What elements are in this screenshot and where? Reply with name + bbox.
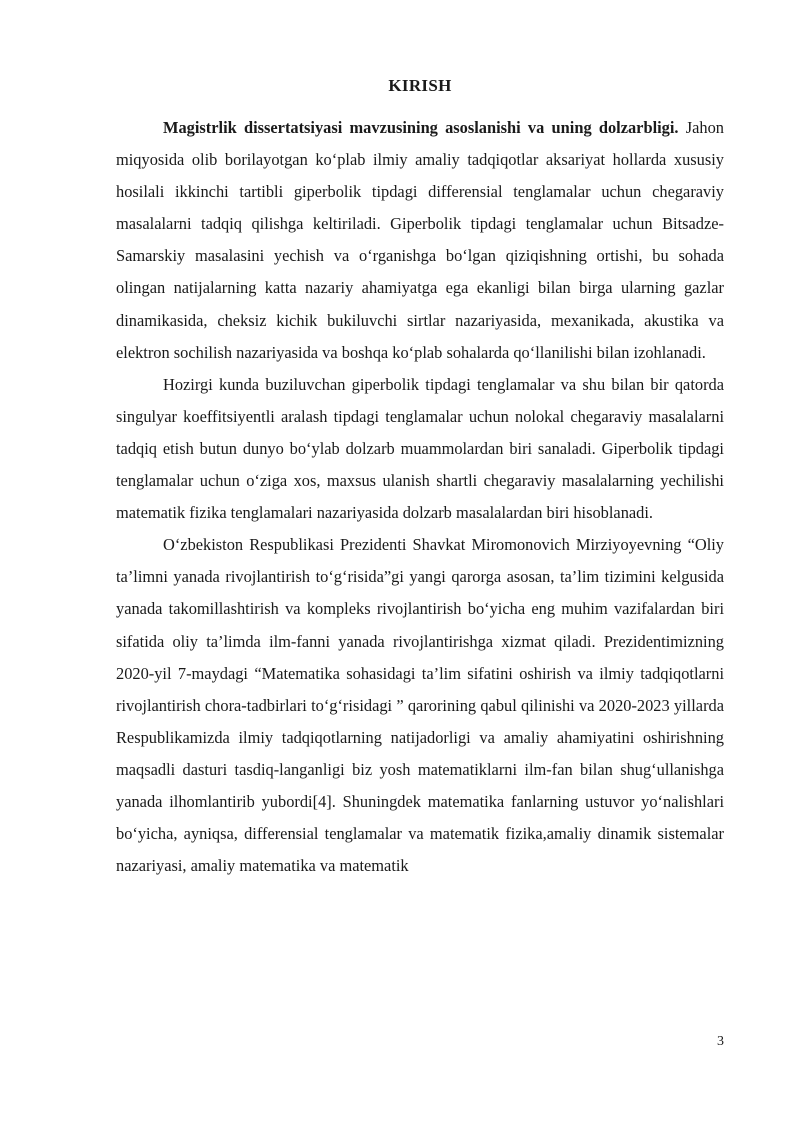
page-content	[116, 72, 724, 882]
paragraph-text: Hozirgi kunda buziluvchan giperbolik tipdagi tenglamalar va shu bilan bir qatorda singulyar koeffitsiyentli aralash tipdagi tenglamalar uchun nolokal chegaraviy masalalarni tadqiq etish butun dunyo bo‘ylab dolzarb muammolardan biri sanaladi. Giperbolik tipdagi tenglamalar uchun o‘ziga xos, maxsus ulanish shartli chegaraviy masalalarning yechilishi matematik fizika tenglamalari nazariyasida dolzarb masalalardan biri hisoblanadi.	[116, 374, 724, 523]
page-number: 3	[717, 1034, 724, 1049]
section-heading: KIRISH	[388, 76, 452, 95]
paragraph-relevance	[116, 112, 724, 369]
paragraph-current-problems	[116, 369, 724, 529]
paragraph-text: Jahon miqyosida olib borilayotgan ko‘plab ilmiy amaliy tadqiqotlar aksariyat hollarda xususiy hosilali ikkinchi tartibli giperbolik tipdagi differensial tenglamalar uchun chegaraviy masalalarni tadqiq qilishga keltiriladi. Giperbolik tipdagi tenglamalar uchun Bitsadze-Samarskiy masalasini yechish va o‘rganishga bo‘lgan qiziqishning ortishi, bu sohada olingan natijalarning katta nazariy ahamiyatga ega ekanligi bilan birga ularning gazlar dinamikasida, cheksiz kichik bukiluvchi sirtlar nazariyasida, mexanikada, akustika va elektron sochilish nazariyasida va boshqa ko‘plab sohalarda qo‘llanilishi bilan izohlanadi.	[116, 118, 725, 362]
paragraph-president-decree	[116, 529, 724, 882]
paragraph-text: O‘zbekiston Respublikasi Prezidenti Shavkat Miromonovich Mirziyoyevning “Oliy ta’limni yanada rivojlantirish to‘g‘risida”gi yangi qarorga asosan, ta’lim tizimini kelgusida yanada takomillashtirish va kompleks rivojlantirish bo‘yicha eng muhim vazifalardan biri sifatida oliy ta’limda ilm-fanni yanada rivojlantirishga xizmat qiladi. Prezidentimizning 2020-yil 7-maydagi “Matematika sohasidagi ta’lim sifatini oshirish va ilmiy tadqiqotlarni rivojlantirish chora-tadbirlari to‘g‘risidagi ” qarorining qabul qilinishi va 2020-2023 yillarda Respublikamizda ilmiy tadqiqotlarning natijadorligi va amaliy ahamiyatini oshirishning maqsadli dasturi tasdiq-langanligi biz yosh matematiklarni ilm-fan bilan shug‘ullanishga yanada ilhomlantirib yubordi[4]. Shuningdek matematika fanlarning ustuvor yo‘nalishlari bo‘yicha, ayniqsa, differensial tenglamalar va matematik fizika,amaliy dinamik sistemalar nazariyasi, amaliy matematika va matematik	[116, 535, 724, 876]
paragraph-lead: Magistrlik dissertatsiyasi mavzusining asoslanishi va uning dolzarbligi.	[163, 118, 679, 137]
